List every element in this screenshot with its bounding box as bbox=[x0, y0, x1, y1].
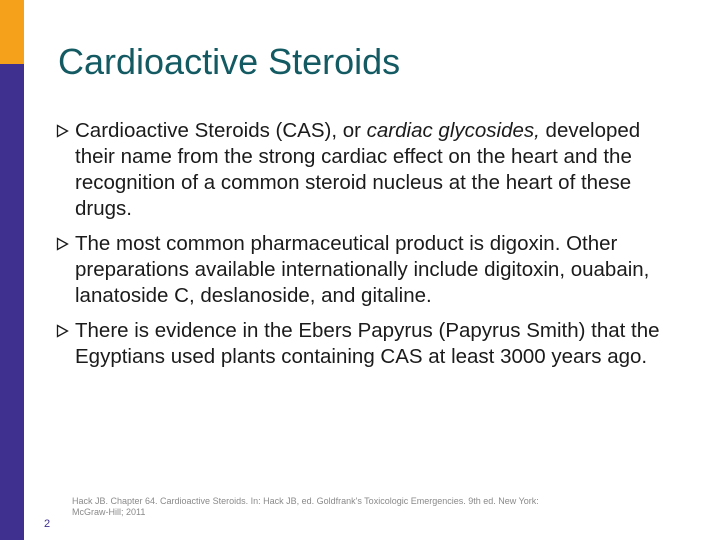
bullet-item-2 bbox=[56, 231, 666, 309]
bullet-item-1 bbox=[56, 118, 666, 222]
bullet-text-1-italic: cardiac glycosides, bbox=[366, 119, 540, 142]
bullet-item-3 bbox=[56, 318, 666, 370]
slide-number: 2 bbox=[44, 518, 51, 530]
bullet-text-1b: developed their name from the strong cardiac effect on the heart and the recognition of a common steroid nucleus at the heart of these drugs. bbox=[75, 119, 641, 220]
slide-title: Cardioactive Steroids bbox=[58, 41, 401, 82]
orange-accent-block bbox=[0, 0, 24, 64]
bullet-list bbox=[56, 118, 666, 379]
citation-footnote: Hack JB. Chapter 64. Cardioactive Steroids. In: Hack JB, ed. Goldfrank's Toxicologic Emergencies. 9th ed. New York: McGraw-Hill; 2011 bbox=[72, 496, 539, 517]
bullet-text-2: The most common pharmaceutical product is digoxin. Other preparations available internationally include digitoxin, ouabain, lanatoside C, deslanoside, and gitaline. bbox=[75, 232, 650, 307]
triangle-bullet-icon bbox=[56, 324, 69, 338]
triangle-bullet-icon bbox=[56, 124, 69, 138]
triangle-bullet-icon bbox=[56, 237, 69, 251]
bullet-text-3: There is evidence in the Ebers Papyrus (Papyrus Smith) that the Egyptians used plants containing CAS at least 3000 years ago. bbox=[75, 319, 660, 368]
bullet-text-1a: Cardioactive Steroids (CAS), or bbox=[75, 119, 367, 142]
left-sidebar-bar bbox=[0, 0, 24, 540]
